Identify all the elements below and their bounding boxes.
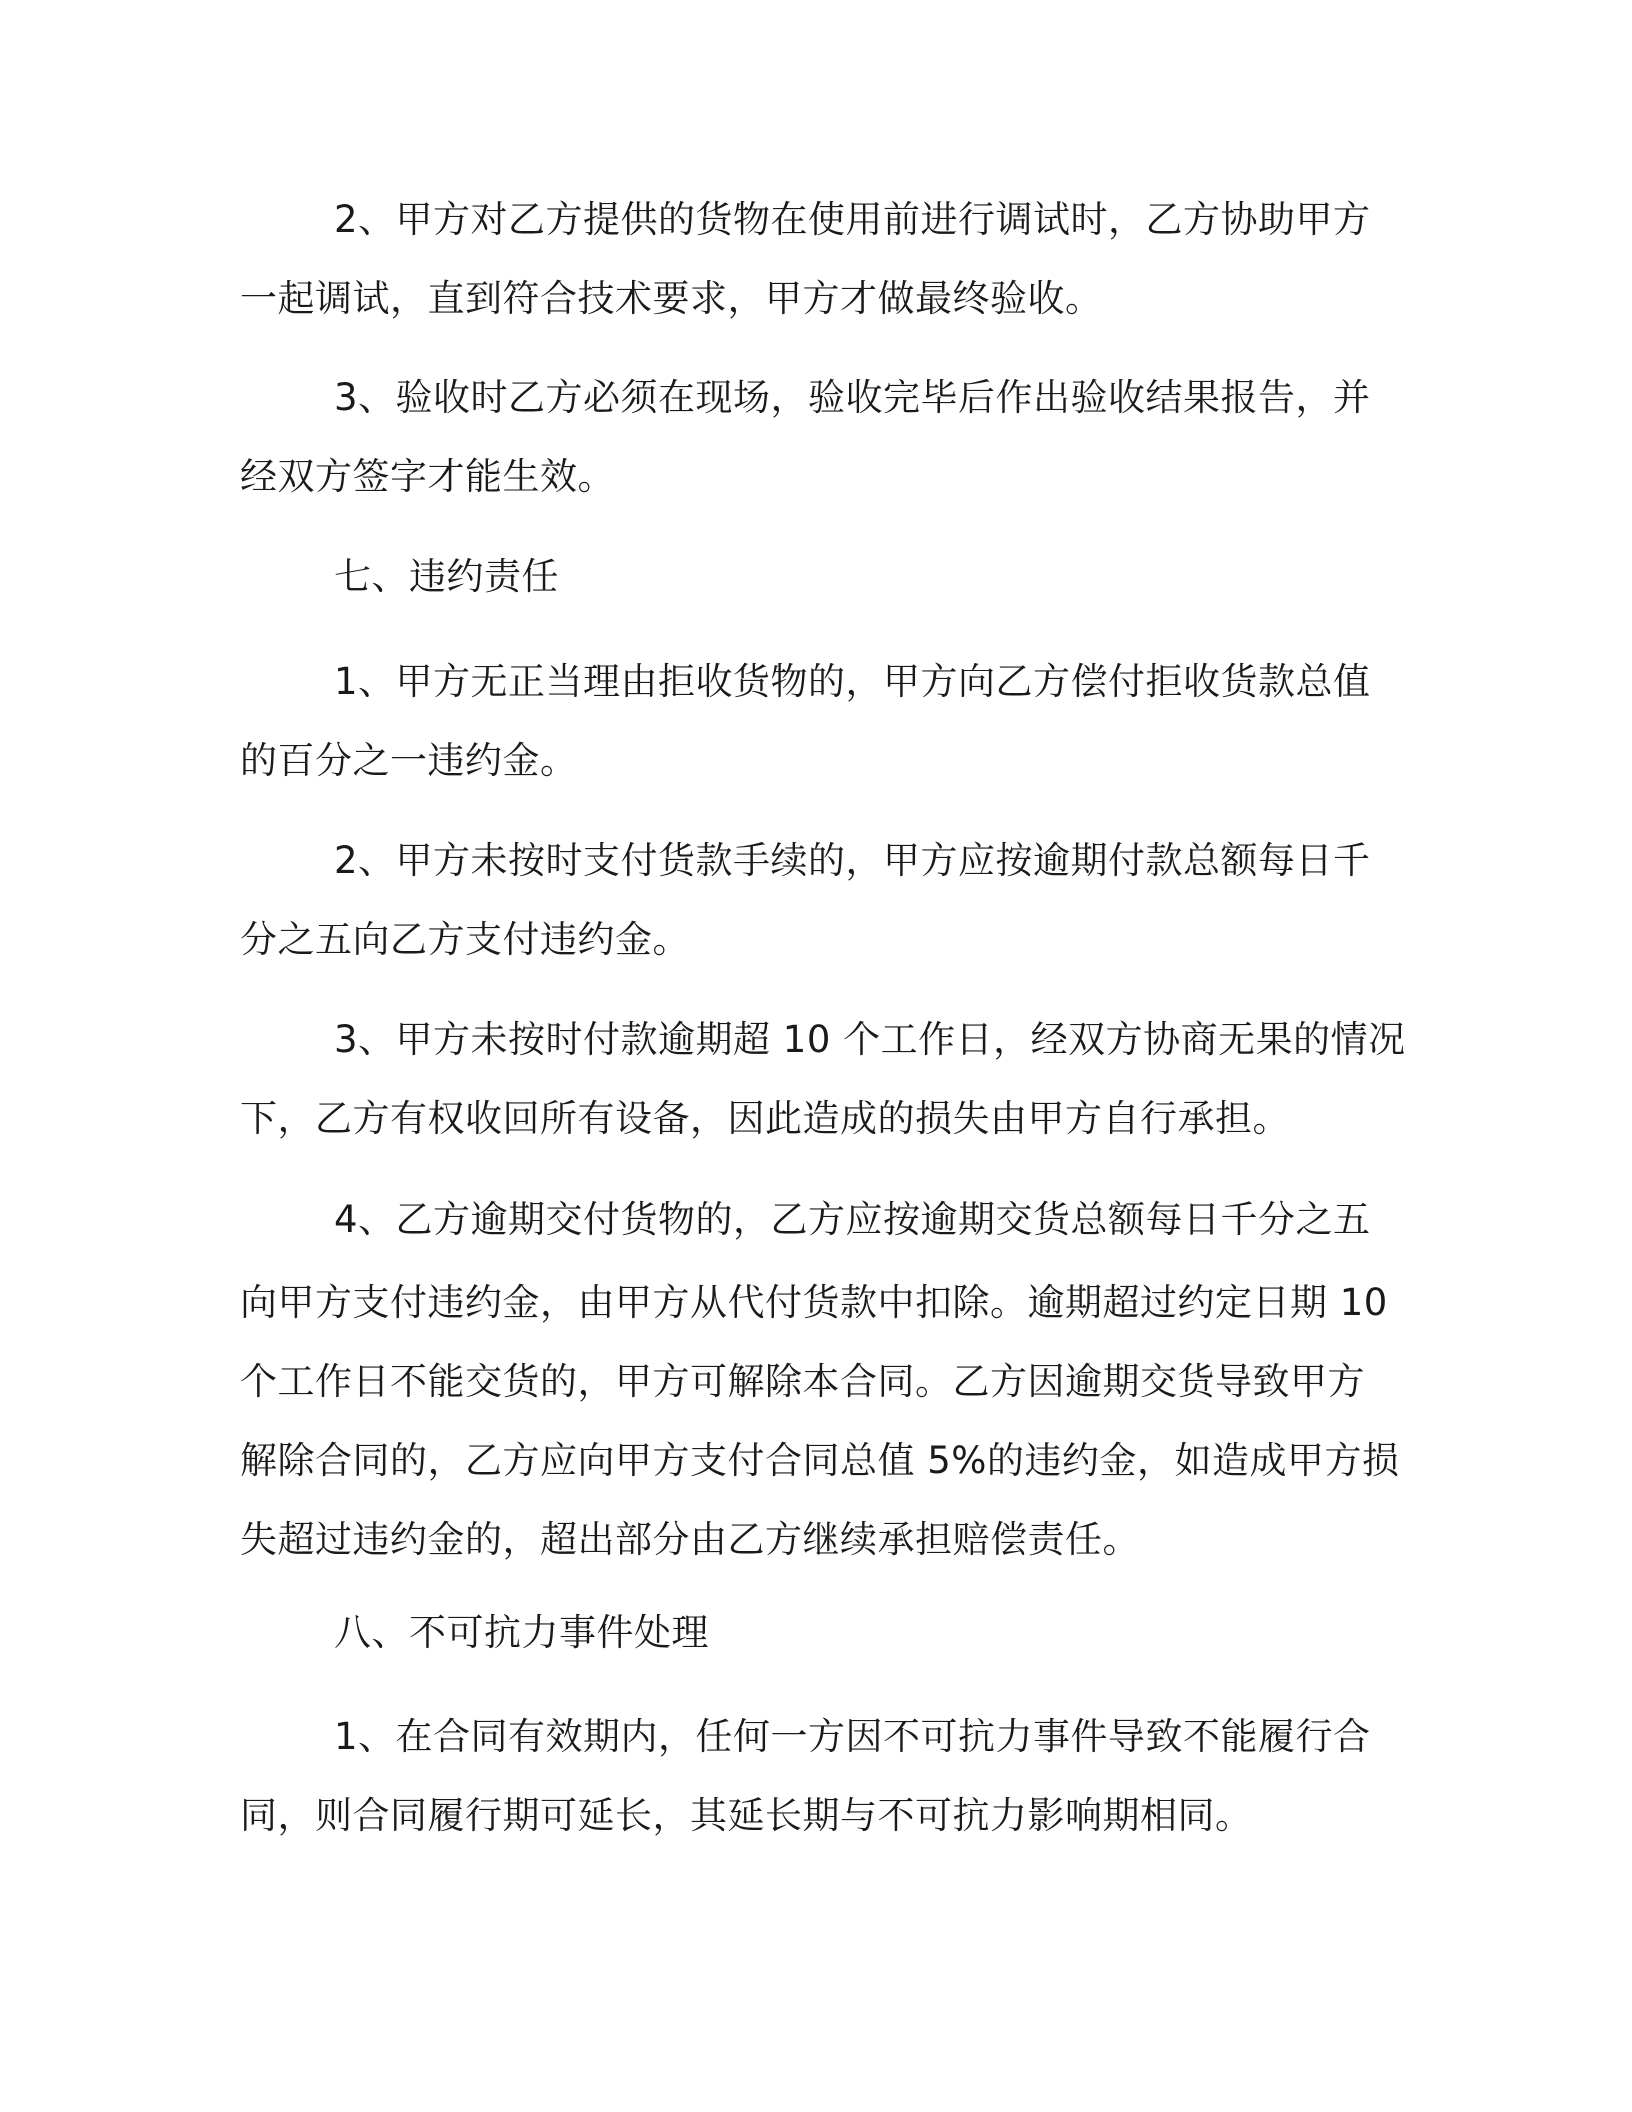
paragraph-line: 1、甲方无正当理由拒收货物的，甲方向乙方偿付拒收货款总值	[334, 660, 1371, 703]
paragraph-line: 一起调试，直到符合技术要求，甲方才做最终验收。	[240, 277, 1103, 320]
paragraph-line: 下，乙方有权收回所有设备，因此造成的损失由甲方自行承担。	[240, 1097, 1290, 1140]
paragraph-line: 同，则合同履行期可延长，其延长期与不可抗力影响期相同。	[240, 1794, 1253, 1837]
clause-7-item-1	[240, 642, 1390, 800]
clause-6-item-2	[240, 180, 1390, 338]
paragraph-line: 3、验收时乙方必须在现场，验收完毕后作出验收结果报告，并	[334, 376, 1371, 419]
paragraph-line: 1、在合同有效期内，任何一方因不可抗力事件导致不能履行合	[334, 1715, 1371, 1758]
paragraph-line: 失超过违约金的，超出部分由乙方继续承担赔偿责任。	[240, 1518, 1140, 1561]
paragraph-line: 经双方签字才能生效。	[240, 455, 615, 498]
clause-7-item-4	[240, 1180, 1400, 1579]
paragraph-line: 个工作日不能交货的，甲方可解除本合同。乙方因逾期交货导致甲方	[240, 1360, 1365, 1403]
paragraph-line: 2、甲方对乙方提供的货物在使用前进行调试时，乙方协助甲方	[334, 198, 1371, 241]
paragraph-line: 分之五向乙方支付违约金。	[240, 918, 690, 961]
clause-7-item-3	[240, 1000, 1406, 1158]
clause-7-item-2	[240, 821, 1390, 979]
paragraph-line: 3、甲方未按时付款逾期超 10 个工作日，经双方协商无果的情况	[334, 1018, 1406, 1061]
clause-8-heading: 八、不可抗力事件处理	[334, 1611, 709, 1654]
paragraph-line: 向甲方支付违约金，由甲方从代付货款中扣除。逾期超过约定日期 10	[240, 1281, 1388, 1324]
paragraph-line: 的百分之一违约金。	[240, 739, 578, 782]
paragraph-line: 4、乙方逾期交付货物的，乙方应按逾期交货总额每日千分之五	[334, 1198, 1371, 1241]
clause-7-heading: 七、违约责任	[334, 555, 559, 598]
paragraph-line: 解除合同的，乙方应向甲方支付合同总值 5%的违约金，如造成甲方损	[240, 1439, 1400, 1482]
clause-8-item-1	[240, 1697, 1390, 1855]
paragraph-line: 2、甲方未按时支付货款手续的，甲方应按逾期付款总额每日千	[334, 839, 1371, 882]
clause-6-item-3	[240, 358, 1390, 516]
